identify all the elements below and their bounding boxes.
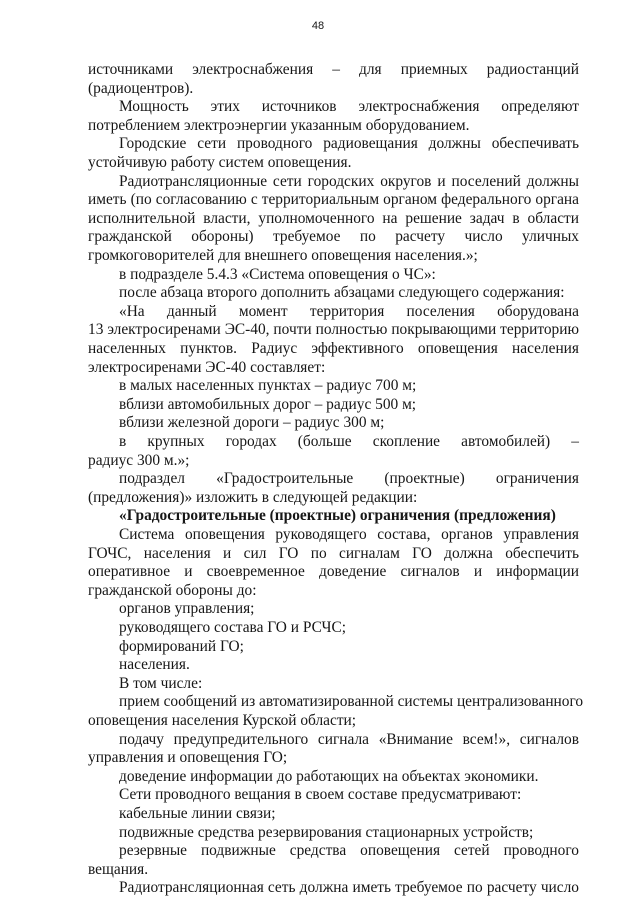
text-line: радиус 300 м.»; [88, 451, 190, 469]
text-line: Городские сети проводного радиовещания должны обеспечивать [119, 135, 579, 153]
text-line: после абзаца второго дополнить абзацами следующего содержания: [119, 284, 565, 302]
text-line: гражданской обороны) требуемое по расчету число уличных [88, 228, 579, 246]
text-line: прием сообщений из автоматизированной системы централизованного [119, 693, 584, 711]
text-line: электросиренами ЭС-40 составляет: [88, 358, 326, 376]
text-line: Мощность этих источников электроснабжения определяют [119, 98, 579, 116]
text-line: подачу предупредительного сигнала «Внимание всем!», сигналов [119, 730, 579, 748]
page-number: 48 [311, 20, 325, 32]
text-line: громкоговорителей для внешнего оповещения населения.»; [88, 247, 478, 264]
text-line: Система оповещения руководящего состава, органов управления [119, 526, 579, 543]
text-line: подвижные средства резервирования стационарных устройств; [119, 823, 534, 841]
text-line: (предложения)» изложить в следующей редакции: [88, 488, 418, 506]
text-line: населенных пунктов. Радиус эффективного оповещения населения [88, 340, 579, 357]
text-line: иметь (по согласованию с территориальным органом федерального органа [88, 191, 579, 209]
text-line: устойчивую работу систем оповещения. [88, 154, 352, 171]
text-line: 13 электросиренами ЭС-40, почти полностью покрывающими территорию [88, 321, 579, 339]
text-line: вещания. [88, 860, 149, 878]
text-line: потреблением электроэнергии указанным оборудованием. [88, 116, 470, 134]
text-line: доведение информации до работающих на объектах экономики. [119, 767, 539, 785]
text-line: формирований ГО; [119, 637, 244, 655]
text-line: резервные подвижные средства оповещения сетей проводного [119, 842, 579, 860]
text-line: В том числе: [119, 674, 203, 692]
text-line: руководящего состава ГО и РСЧС; [119, 619, 347, 636]
text-line: оповещения населения Курской области; [88, 712, 357, 729]
text-line: в подразделе 5.4.3 «Система оповещения о ЧС»: [119, 265, 436, 283]
text-line: Сети проводного вещания в своем составе предусматривают: [119, 786, 522, 804]
text-line: Радиотрансляционная сеть должна иметь требуемое по расчету число [119, 879, 579, 897]
text-line: вблизи автомобильных дорог – радиус 500 м; [119, 395, 417, 413]
text-line: «На данный момент территория поселения оборудована [119, 302, 579, 320]
text-line: населения. [119, 656, 190, 674]
text-line: подраздел «Градостроительные (проектные) ограничения [119, 470, 579, 488]
section-heading: «Градостроительные (проектные) ограничения (предложения) [119, 507, 556, 525]
text-line: исполнительной власти, уполномоченного на решение задач в области [88, 209, 579, 227]
text-line: оперативное и своевременное доведение сигналов и информации [88, 563, 579, 581]
text-line: вблизи железной дороги – радиус 300 м; [119, 414, 385, 432]
text-line: кабельные линии связи; [119, 805, 276, 822]
text-line: ГОЧС, населения и сил ГО по сигналам ГО должна обеспечить [88, 544, 579, 562]
text-line: (радиоцентров). [88, 79, 194, 97]
text-line: в малых населенных пунктах – радиус 700 м; [119, 377, 417, 395]
text-line: гражданской обороны до: [88, 581, 257, 599]
text-line: источниками электроснабжения – для приемных радиостанций [88, 61, 579, 78]
text-line: органов управления; [119, 600, 255, 618]
text-line: управления и оповещения ГО; [88, 749, 288, 767]
text-line: в крупных городах (больше скопление автомобилей) – [119, 433, 579, 450]
text-line: Радиотрансляционные сети городских округов и поселений должны [119, 172, 579, 190]
